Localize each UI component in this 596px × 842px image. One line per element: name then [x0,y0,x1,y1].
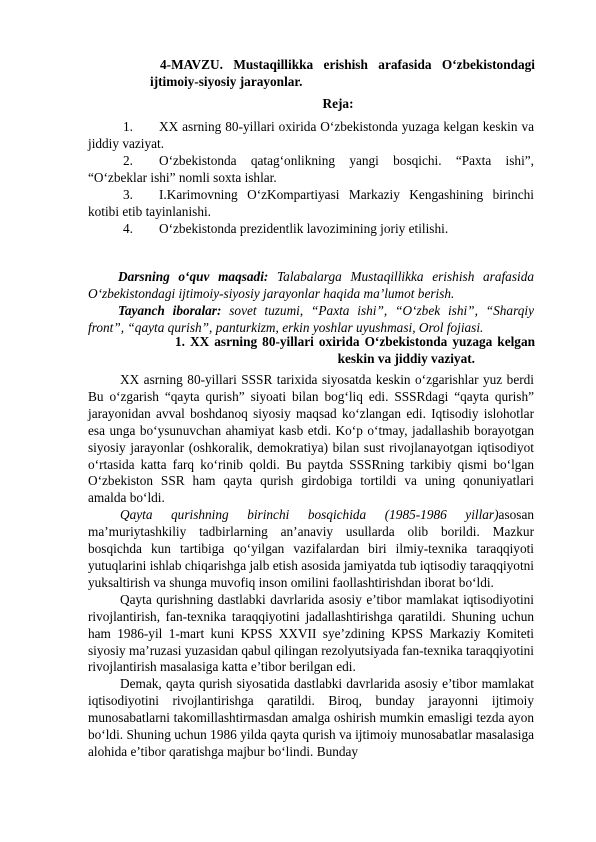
lesson-goals [88,268,534,336]
plan-item [88,186,534,220]
section-heading [175,333,535,367]
learning-goal [88,268,534,302]
paragraph [88,507,534,592]
plan-item-text: O‘zbekistonda qatag‘onlikning yangi bosqichi. “Paxta ishi”, “O‘zbeklar ishi” nomli soxta ishlar. [88,153,534,185]
paragraph-text: asosan ma’muriytashkiliy tadbirlarning an’anaviy usullarda olib borildi. Mazkur bosqichda kun tartibiga qo‘yilgan vazifalardan biri ilmiy-texnika taraqqiyoti yutuqlarini ishlab chiqarishga jalb etish asosida jamiyatda tub iqtisodiy taraqqiyotni yuksaltirish va shunga muvofiq inson omilini faollashtirishdan iborat bo‘ldi. [88,507,534,590]
key-terms-label: Tayanch iboralar: [118,303,222,318]
plan-item [88,118,534,152]
learning-goal-text: Talabalarga Mustaqillikka erishish arafasida O‘zbekistondagi ijtimoiy-siyosiy jarayonlar haqida ma’lumot berish. [88,269,534,301]
plan-item-text: O‘zbekistonda prezidentlik lavozimining joriy etilishi. [159,221,449,236]
section-body [88,372,534,761]
plan-label: Reja: [322,96,354,111]
key-terms-text: sovet tuzumi, “Paxta ishi”, “O‘zbek ishi”, “Sharqiy front”, “qayta qurish”, panturkizm, erkin yoshlar uyushmasi, Orol fojiasi. [88,303,534,335]
topic-heading-line2: ijtimoiy-siyosiy jarayonlar. [150,74,303,89]
plan-item-text: I.Karimovning O‘zKompartiyasi Markaziy Kengashining birinchi kotibi etib tayinlanishi. [88,187,534,219]
plan-item-number: 4. [123,221,133,236]
plan-item [88,152,534,186]
paragraph: Qayta qurishning dastlabki davrlarida asosiy e’tibor mamlakat iqtisodiyotini rivojlantirish, fan-texnika taraqqiyotini jadallashtirishga qaratildi. Shuning uchun ham 1986-yil 1-mart kuni KPSS XXVII sye’zdining KPSS Markaziy Komiteti siyosiy ma’ruzasi yuzasidan qabul qilingan rezolyutsiyada fan-texnika taraqqiyotini rivojlantirish masalasiga katta e’tibor berilgan edi. [88,591,534,675]
section-heading-line1: 1. XX asrning 80-yillari oxirida O‘zbekistonda yuzaga kelgan [175,334,535,349]
paragraph: Demak, qayta qurish siyosatida dastlabki davrlarida asosiy e’tibor mamlakat iqtisodiyotini rivojlantirishga qaratildi. Biroq, bunday jarayonni ijtimoiy munosabatlarni takomillashtirmasdan amalga oshirish mumkin emasligi tezda ayon bo‘ldi. Shuning uchun 1986 yilda qayta qurish va ijtimoiy munosabatlar masalasiga alohida e’tibor qaratishga majbur bo‘lindi. Bunday [88,676,534,759]
topic-heading-line1: 4-MAVZU. Mustaqillikka erishish arafasida O‘zbekistondagi [160,57,535,72]
paragraph: XX asrning 80-yillari SSSR tarixida siyosatda keskin o‘zgarishlar yuz berdi Bu o‘zgarish “qayta qurish” siyoati bilan bog‘liq edi. SSSRdagi “qayta qurish” jarayonidan avval boshdanoq siyosiy maqsad ko‘zlangan edi. Iqtisodiy islohotlar esa unga bo‘ysunuvchan ahamiyat kasb etdi. Ko‘p o‘tmay, jadallashib borayotgan siyosiy jarayonlar (oshkoralik, demokratiya) bilan sust rivojlanayotgan iqtisodiyot o‘rtasida katta farq ko‘rinib qoldi. Bu paytda SSSRning tarkibiy qismi bo‘lgan O‘zbekiston SSR ham qayta qurish girdobiga tortildi va uning qonuniyatlari amalda bo‘ldi. [88,372,534,506]
topic-heading [150,56,535,90]
plan-item [88,220,534,237]
section-heading-line2: keskin va jiddiy vaziyat. [337,351,475,366]
plan-list [88,118,534,237]
key-terms [88,302,534,336]
plan-item-number: 3. [123,187,133,202]
plan-item-number: 2. [123,153,133,168]
paragraph-emphasis: Qayta qurishning birinchi bosqichida (1985-1986 yillar) [120,507,499,523]
plan-item-number: 1. [123,119,133,134]
learning-goal-label: Darsning o‘quv maqsadi: [118,269,269,284]
plan-item-text: XX asrning 80-yillari oxirida O‘zbekistonda yuzaga kelgan keskin va jiddiy vaziyat. [88,119,534,151]
